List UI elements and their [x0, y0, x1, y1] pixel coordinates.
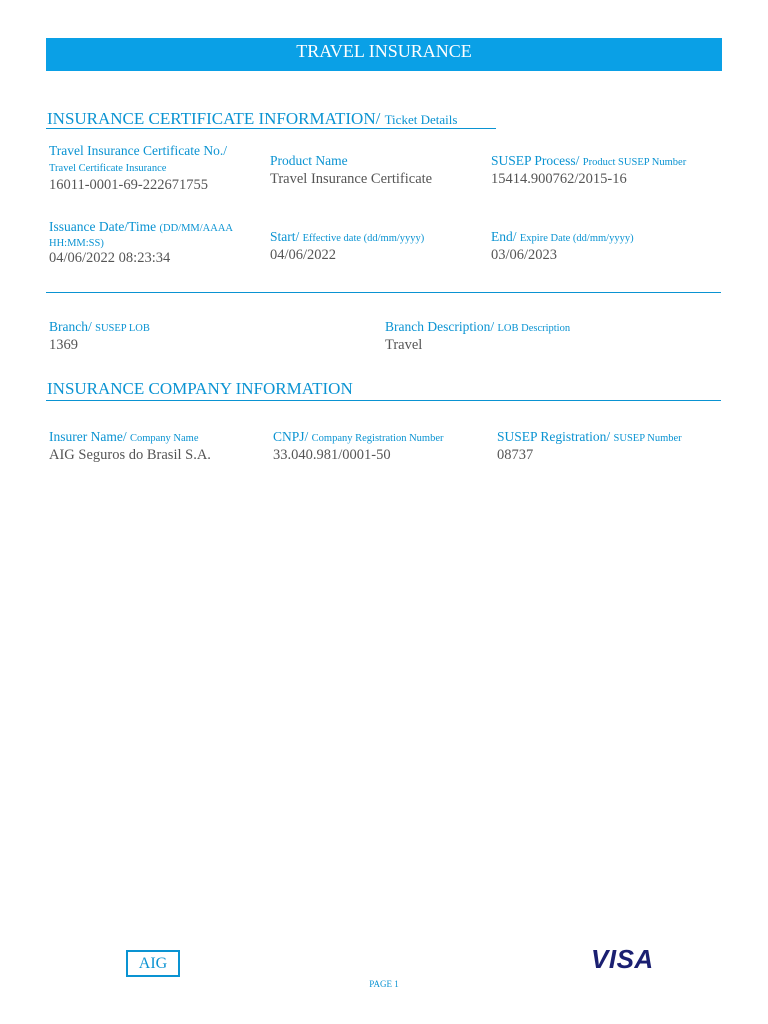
certificate-section-title-text: INSURANCE CERTIFICATE INFORMATION/: [47, 109, 381, 128]
product-name-field: [270, 153, 432, 188]
insurer-label: Insurer Name/: [49, 429, 127, 444]
document-title: TRAVEL INSURANCE: [296, 41, 472, 61]
branch-field: [49, 319, 150, 354]
issuance-value: 04/06/2022 08:23:34: [49, 250, 171, 266]
product-name-value: Travel Insurance Certificate: [270, 171, 433, 187]
end-sublabel: Expire Date (dd/mm/yyyy): [519, 233, 634, 244]
certificate-section-title-sub: Ticket Details: [384, 112, 458, 127]
susep-registration-field: [497, 429, 682, 464]
susep-registration-sublabel: SUSEP Number: [613, 433, 682, 444]
branch-value: 1369: [49, 337, 78, 353]
start-sublabel: Effective date (dd/mm/yyyy): [302, 233, 425, 244]
branch-description-sublabel: LOB Description: [497, 323, 571, 334]
susep-registration-value: 08737: [497, 447, 534, 463]
issuance-sublabel-1: (DD/MM/AAAA: [159, 223, 233, 234]
susep-process-field: [491, 153, 686, 188]
susep-process-value: 15414.900762/2015-16: [491, 171, 627, 187]
end-value: 03/06/2023: [491, 247, 558, 263]
certificate-no-value: 16011-0001-69-222671755: [49, 177, 208, 193]
branch-description-label: Branch Description/: [385, 319, 495, 334]
aig-logo: AIG: [126, 950, 180, 977]
cnpj-label-line: [273, 429, 443, 445]
branch-label-line: [49, 319, 150, 335]
cnpj-value: 33.040.981/0001-50: [273, 447, 391, 463]
company-section-title: [47, 379, 353, 399]
susep-process-label-line: [491, 153, 686, 169]
branch-description-field: [385, 319, 570, 354]
cnpj-sublabel: Company Registration Number: [311, 433, 444, 444]
susep-process-sublabel: Product SUSEP Number: [582, 157, 687, 168]
issuance-label: Issuance Date/Time: [49, 219, 157, 234]
start-label-line: [270, 229, 424, 245]
insurer-label-line: [49, 429, 211, 445]
start-field: [270, 229, 424, 264]
susep-registration-label: SUSEP Registration/: [497, 429, 611, 444]
end-label-line: [491, 229, 634, 245]
issuance-sublabel-2: HH:MM:SS): [49, 238, 104, 249]
susep-process-label: SUSEP Process/: [491, 153, 580, 168]
susep-registration-label-line: [497, 429, 682, 445]
start-value: 04/06/2022: [270, 247, 337, 263]
issuance-label-line: [49, 219, 233, 235]
end-label: End/: [491, 229, 517, 244]
certificate-title-underline: [46, 128, 496, 129]
certificate-no-sublabel: Travel Certificate Insurance: [49, 163, 167, 174]
branch-description-label-line: [385, 319, 570, 335]
branch-label: Branch/: [49, 319, 92, 334]
insurer-field: [49, 429, 211, 464]
page-number: PAGE 1: [369, 979, 399, 989]
branch-description-value: Travel: [385, 337, 423, 353]
certificate-no-label: Travel Insurance Certificate No./: [49, 143, 227, 158]
certificate-section-title: [47, 109, 457, 129]
product-name-label: Product Name: [270, 153, 348, 168]
visa-logo: VISA: [591, 944, 654, 974]
company-title-underline: [46, 400, 721, 401]
start-label: Start/: [270, 229, 300, 244]
company-section-title-text: INSURANCE COMPANY INFORMATION: [47, 379, 353, 398]
certificate-no-field: [49, 143, 227, 194]
cnpj-label: CNPJ/: [273, 429, 309, 444]
certificate-divider: [46, 292, 721, 293]
document-title-banner: [46, 38, 722, 71]
issuance-field: [49, 219, 233, 267]
end-field: [491, 229, 634, 264]
insurer-sublabel: Company Name: [129, 433, 199, 444]
branch-sublabel: SUSEP LOB: [95, 323, 150, 334]
insurer-value: AIG Seguros do Brasil S.A.: [49, 447, 211, 463]
cnpj-field: [273, 429, 443, 464]
